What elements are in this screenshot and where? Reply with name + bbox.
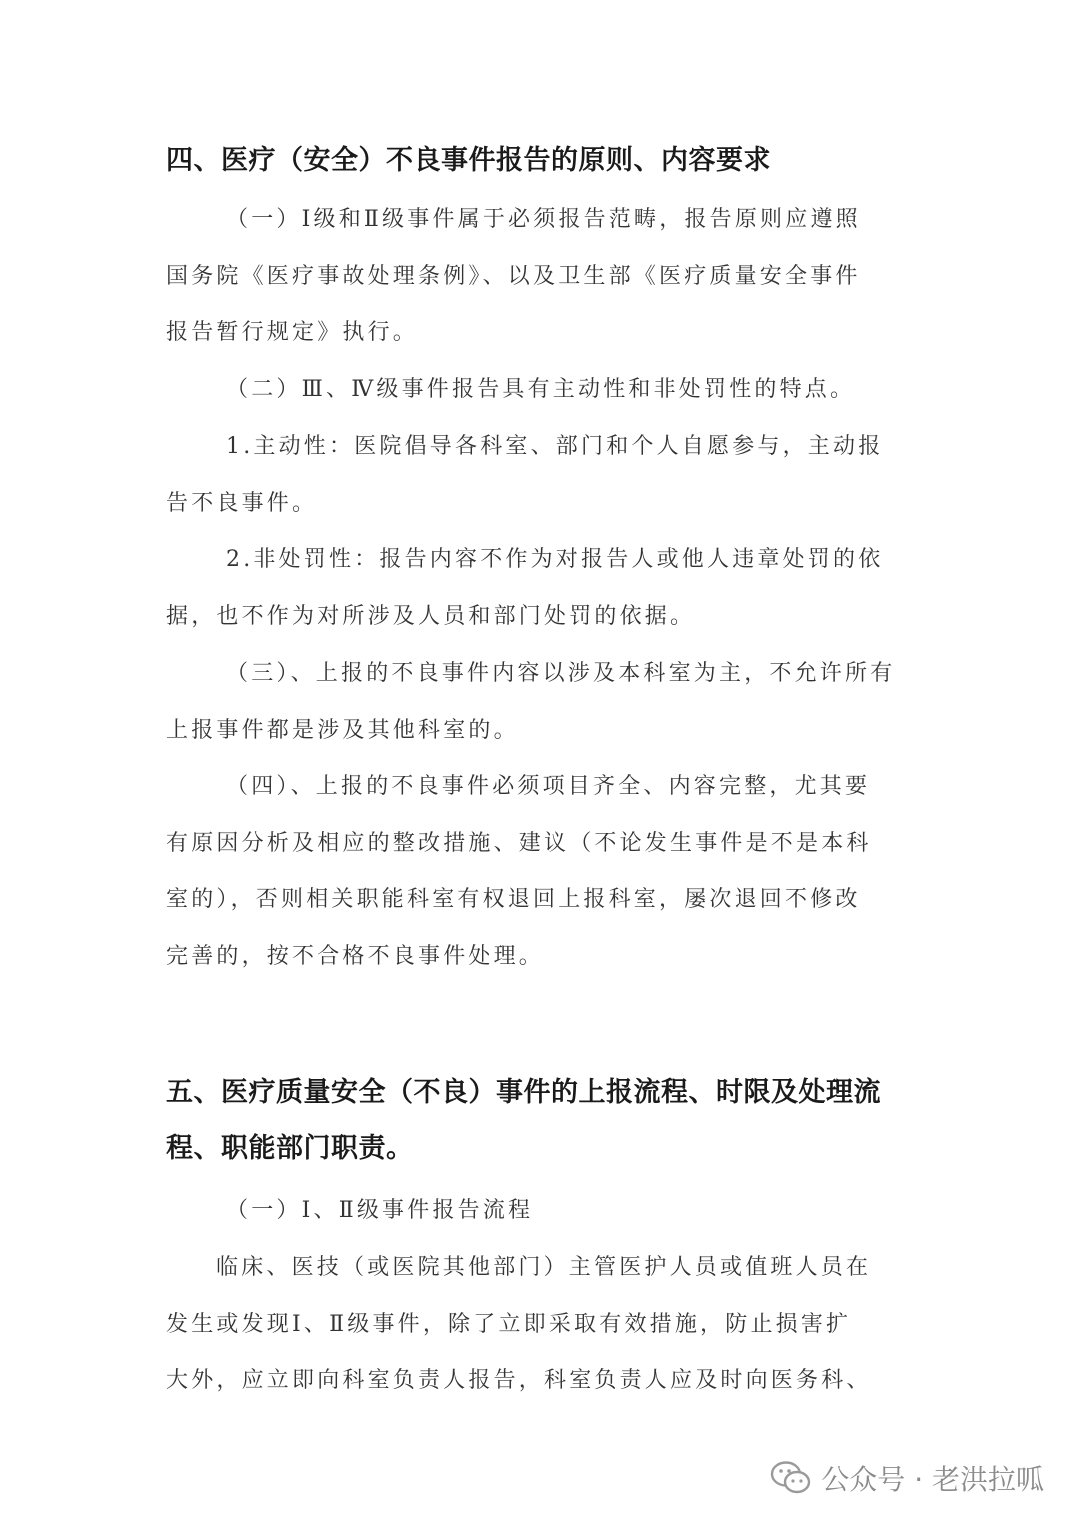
section-4-heading: 四、医疗（安全）不良事件报告的原则、内容要求 bbox=[166, 145, 771, 176]
text-line: 临床、医技（或医院其他部门）主管医护人员或值班人员在 bbox=[216, 1255, 872, 1280]
text-line: （一）Ⅰ、Ⅱ级事件报告流程 bbox=[226, 1198, 534, 1223]
text-line: （四）、上报的不良事件必须项目齐全、内容完整，尤其要 bbox=[226, 774, 871, 799]
text-line: 国务院《医疗事故处理条例》、以及卫生部《医疗质量安全事件 bbox=[166, 263, 861, 289]
watermark bbox=[769, 1458, 1044, 1498]
wechat-icon bbox=[769, 1458, 813, 1498]
text-line: 室的），否则相关职能科室有权退回上报科室，屡次退回不修改 bbox=[166, 887, 861, 912]
text-line: （一）Ⅰ级和Ⅱ级事件属于必须报告范畴，报告原则应遵照 bbox=[226, 207, 861, 232]
text-line: 2.非处罚性：报告内容不作为对报告人或他人违章处罚的依 bbox=[226, 547, 884, 572]
text-line: （二）Ⅲ、Ⅳ级事件报告具有主动性和非处罚性的特点。 bbox=[226, 377, 856, 402]
watermark-text: 公众号 · 老洪拉呱 bbox=[821, 1463, 1044, 1496]
section-4-paragraph-6 bbox=[166, 759, 916, 985]
section-4-paragraph-3 bbox=[166, 419, 916, 532]
text-line: 有原因分析及相应的整改措施、建议（不论发生事件是不是本科 bbox=[166, 830, 872, 856]
section-4-paragraph-1 bbox=[166, 192, 916, 362]
section-4-paragraph-5 bbox=[166, 646, 916, 759]
text-line: 大外，应立即向科室负责人报告，科室负责人应及时向医务科、 bbox=[166, 1368, 872, 1393]
section-5-subheading bbox=[166, 1183, 916, 1240]
section-5-paragraph-1 bbox=[166, 1240, 916, 1410]
section-4-paragraph-4 bbox=[166, 532, 916, 645]
heading-line: 程、职能部门职责。 bbox=[166, 1133, 414, 1164]
section-5-heading bbox=[166, 1065, 926, 1177]
text-line: 1.主动性：医院倡导各科室、部门和个人自愿参与，主动报 bbox=[226, 434, 884, 459]
heading-line: 五、医疗质量安全（不良）事件的上报流程、时限及处理流 bbox=[166, 1077, 881, 1108]
text-line: 上报事件都是涉及其他科室的。 bbox=[166, 717, 519, 743]
text-line: 发生或发现Ⅰ、Ⅱ级事件，除了立即采取有效措施，防止损害扩 bbox=[166, 1311, 852, 1337]
text-line: 完善的，按不合格不良事件处理。 bbox=[166, 943, 545, 969]
text-line: 告不良事件。 bbox=[166, 490, 318, 516]
text-line: （三）、上报的不良事件内容以涉及本科室为主，不允许所有 bbox=[226, 661, 896, 686]
text-line: 报告暂行规定》执行。 bbox=[166, 320, 419, 345]
section-4-paragraph-2 bbox=[166, 362, 916, 419]
text-line: 据，也不作为对所涉及人员和部门处罚的依据。 bbox=[166, 603, 696, 629]
